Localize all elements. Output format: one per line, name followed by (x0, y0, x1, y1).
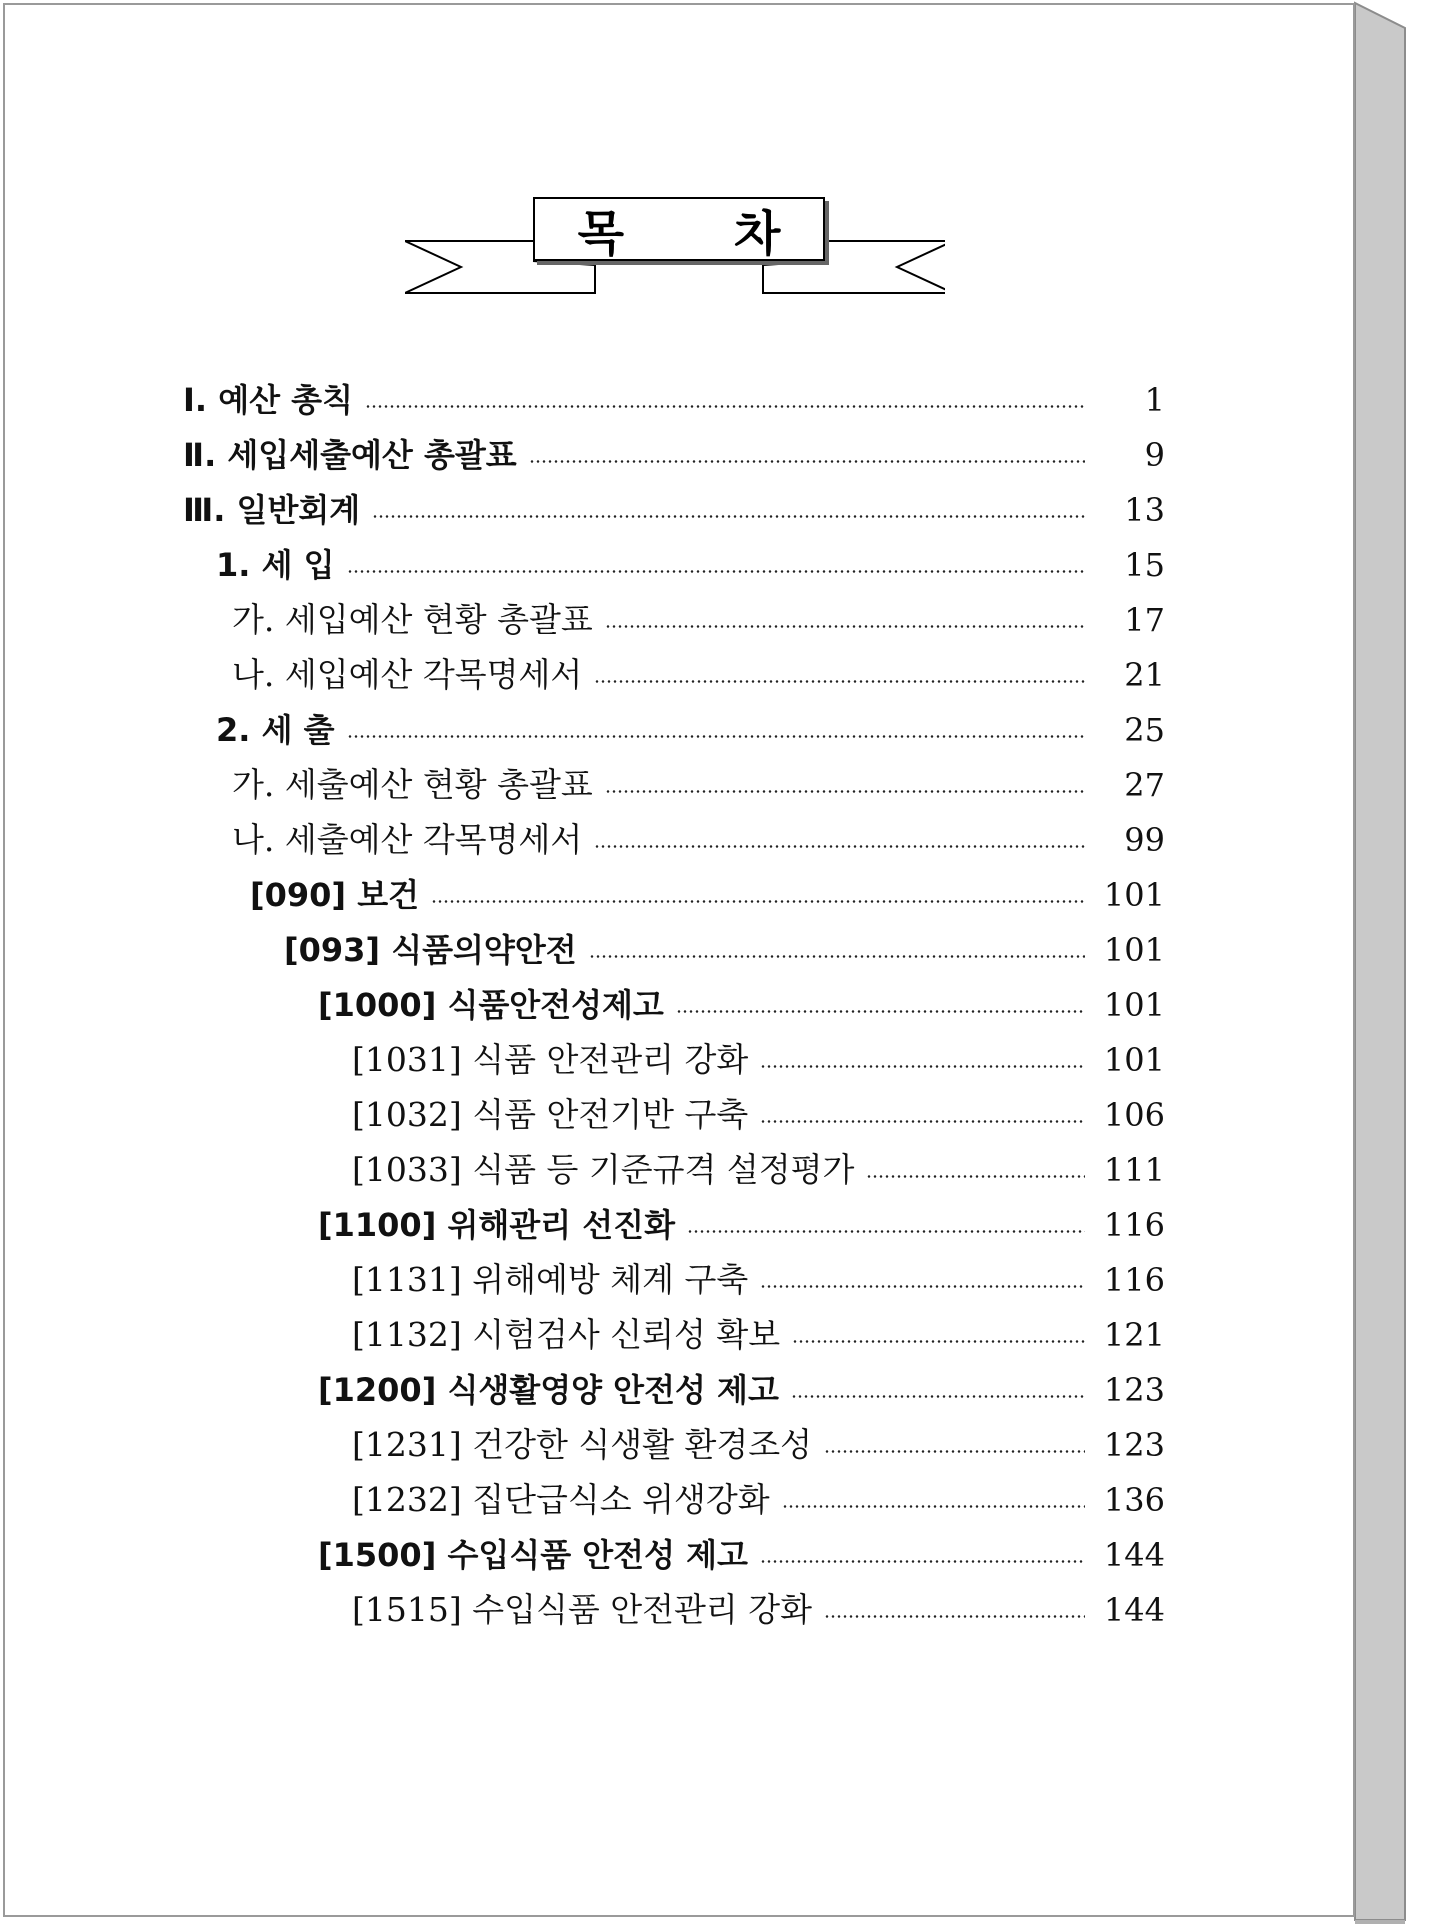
toc-entry-label: Ⅰ. 예산 총칙 (183, 381, 353, 419)
toc-entry[interactable] (352, 1038, 1165, 1082)
toc-leader-dots (347, 708, 1085, 752)
toc-entry-label: [1500] 수입식품 안전성 제고 (318, 1536, 748, 1574)
toc-entry-page: 1 (1144, 381, 1165, 419)
toc-entry-page: 17 (1124, 601, 1165, 639)
toc-leader-dots (760, 1038, 1085, 1082)
toc-entry-label: [1033] 식품 등 기준규격 설정평가 (352, 1150, 855, 1189)
toc-entry-label: [1200] 식생활영양 안전성 제고 (318, 1371, 779, 1409)
toc-entry-label: Ⅲ. 일반회계 (183, 491, 361, 529)
toc-entry-page: 27 (1124, 766, 1165, 804)
toc-entry-page: 101 (1103, 931, 1165, 969)
toc-entry[interactable] (183, 488, 1165, 532)
toc-entry-label: 가. 세출예산 현황 총괄표 (232, 765, 593, 804)
toc-leader-dots (365, 378, 1085, 422)
toc-leader-dots (824, 1588, 1085, 1632)
title-char-1: 목 (577, 205, 624, 262)
toc-entry[interactable] (352, 1258, 1165, 1302)
toc-entry-page: 13 (1124, 491, 1165, 529)
toc-entry-page: 9 (1144, 436, 1165, 474)
toc-entry[interactable] (232, 763, 1165, 807)
toc-entry[interactable] (318, 1533, 1165, 1577)
toc-leader-dots (792, 1313, 1085, 1357)
toc-entry[interactable] (284, 928, 1165, 972)
toc-entry[interactable] (250, 873, 1165, 917)
toc-entry[interactable] (318, 1368, 1165, 1412)
toc-leader-dots (866, 1148, 1085, 1192)
toc-entry[interactable] (318, 1203, 1165, 1247)
toc-entry[interactable] (352, 1423, 1165, 1467)
toc-entry-label: [093] 식품의약안전 (284, 931, 577, 969)
toc-leader-dots (687, 1203, 1085, 1247)
toc-leader-dots (760, 1258, 1085, 1302)
toc-entry-page: 111 (1103, 1151, 1165, 1189)
toc-entry[interactable] (352, 1093, 1165, 1137)
toc-entry-page: 123 (1103, 1371, 1165, 1409)
toc-entry-page: 116 (1103, 1261, 1165, 1299)
toc-leader-dots (760, 1533, 1085, 1577)
toc-entry-label: [1032] 식품 안전기반 구축 (352, 1095, 749, 1134)
toc-entry-page: 99 (1124, 821, 1165, 859)
toc-entry-label: 1. 세 입 (216, 546, 335, 584)
toc-leader-dots (676, 983, 1085, 1027)
toc-entry-label: [1000] 식품안전성제고 (318, 986, 664, 1024)
toc-entry[interactable] (232, 818, 1165, 862)
toc-entry[interactable] (352, 1313, 1165, 1357)
toc-leader-dots (431, 873, 1085, 917)
toc-leader-dots (372, 488, 1085, 532)
toc-entry[interactable] (352, 1588, 1165, 1632)
toc-leader-dots (605, 763, 1085, 807)
toc-entry-page: 144 (1103, 1536, 1165, 1574)
toc-entry[interactable] (318, 983, 1165, 1027)
toc-entry-page: 121 (1103, 1316, 1165, 1354)
toc-entry-label: [090] 보건 (250, 876, 420, 914)
toc-entry-label: [1232] 집단급식소 위생강화 (352, 1480, 770, 1519)
toc-entry-page: 123 (1103, 1426, 1165, 1464)
toc-leader-dots (347, 543, 1085, 587)
toc-entry-page: 144 (1103, 1591, 1165, 1629)
toc-entry-label: [1132] 시험검사 신뢰성 확보 (352, 1315, 781, 1354)
toc-leader-dots (605, 598, 1085, 642)
toc-entry-page: 25 (1124, 711, 1165, 749)
toc-leader-dots (594, 653, 1085, 697)
toc-entry-label: Ⅱ. 세입세출예산 총괄표 (183, 436, 517, 474)
toc-entry-page: 136 (1103, 1481, 1165, 1519)
toc-entry-label: 가. 세입예산 현황 총괄표 (232, 600, 593, 639)
toc-entry-page: 101 (1103, 876, 1165, 914)
toc-entry-page: 101 (1103, 986, 1165, 1024)
toc-entry-page: 15 (1124, 546, 1165, 584)
toc-entry[interactable] (183, 433, 1165, 477)
toc-entry[interactable] (352, 1478, 1165, 1522)
toc-entry-label: [1231] 건강한 식생활 환경조성 (352, 1425, 812, 1464)
toc-leader-dots (589, 928, 1085, 972)
toc-leader-dots (594, 818, 1085, 862)
toc-entry-label: [1100] 위해관리 선진화 (318, 1206, 675, 1244)
toc-leader-dots (529, 433, 1085, 477)
toc-leader-dots (824, 1423, 1085, 1467)
toc-entry-label: [1515] 수입식품 안전관리 강화 (352, 1590, 812, 1629)
title-char-2: 차 (734, 205, 781, 262)
toc-entry[interactable] (183, 378, 1165, 422)
toc-entry[interactable] (232, 653, 1165, 697)
toc-entry-page: 116 (1103, 1206, 1165, 1244)
toc-entry-page: 21 (1124, 656, 1165, 694)
toc-entry-page: 106 (1103, 1096, 1165, 1134)
toc-leader-dots (760, 1093, 1085, 1137)
toc-entry[interactable] (232, 598, 1165, 642)
toc-entry-label: 나. 세출예산 각목명세서 (232, 820, 583, 859)
toc-entry-label: [1131] 위해예방 체계 구축 (352, 1260, 749, 1299)
toc-entry-label: [1031] 식품 안전관리 강화 (352, 1040, 749, 1079)
toc-entry[interactable] (216, 543, 1165, 587)
toc-entry[interactable] (216, 708, 1165, 752)
toc-entry-page: 101 (1103, 1041, 1165, 1079)
toc-entry-label: 2. 세 출 (216, 711, 335, 749)
toc-leader-dots (782, 1478, 1085, 1522)
toc-entry-label: 나. 세입예산 각목명세서 (232, 655, 583, 694)
toc-entry[interactable] (352, 1148, 1165, 1192)
toc-leader-dots (791, 1368, 1085, 1412)
